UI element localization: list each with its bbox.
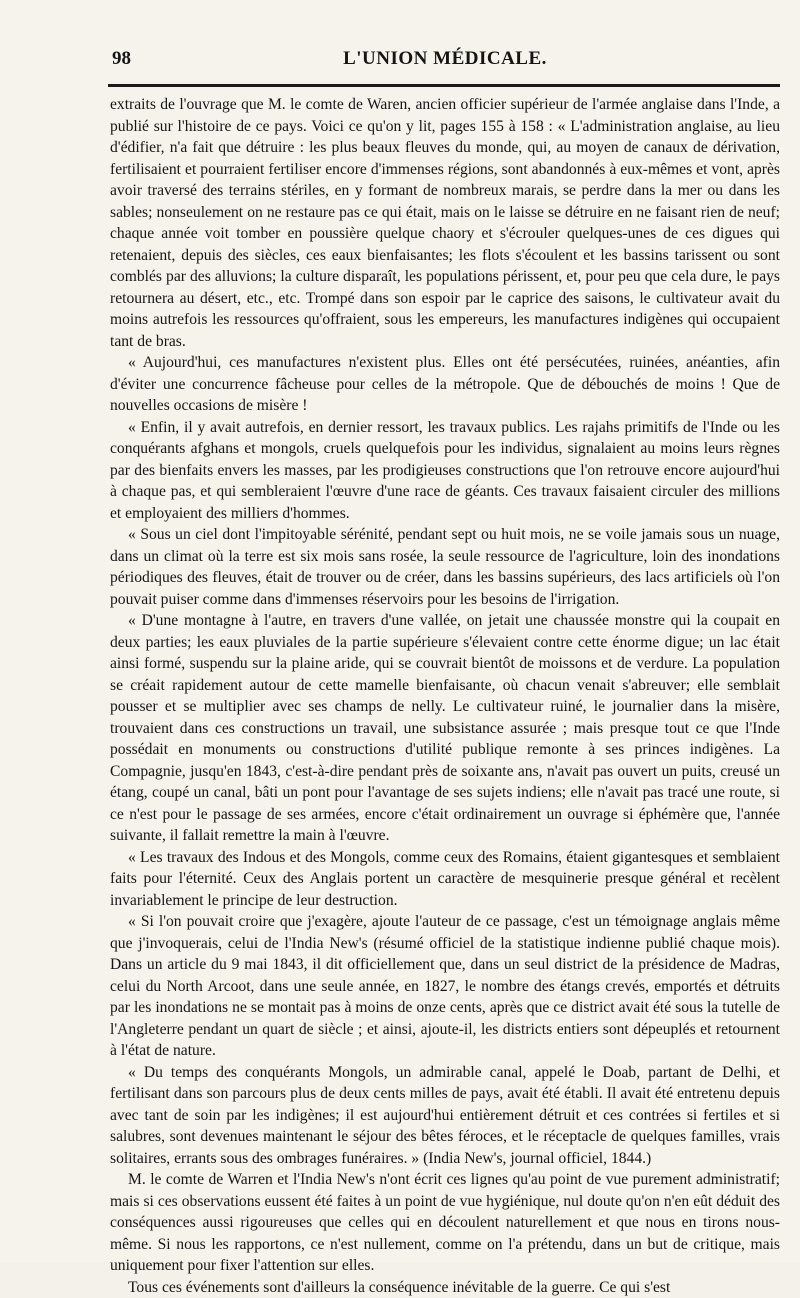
paragraph: extraits de l'ouvrage que M. le comte de Waren, ancien officier supérieur de l'armée anglaise dans l'Inde, a publié sur l'histoire de ce pays. Voici ce qu'on y lit, pages 155 à 158 : « L'administration anglaise, au lieu d'édifier, n'a fait que détruire : les plus beaux fleuves du monde, qui, au moyen de canaux de dérivation, fertilisaient et pourraient fertiliser encore d'immenses régions, sont abandonnés à eux-mêmes et vont, après avoir traversé des terrains stériles, en y formant de nombreux marais, se perdre dans la mer ou dans les sables; nonseulement on ne restaure pas ce qui était, mais on le laisse se détruire en ne faisant rien de neuf; chaque année voit tomber en poussière quelque chaory et s'écrouler quelques-unes de ces digues qui retenaient, depuis des siècles, ces eaux bienfaisantes; les flots s'écoulent et les bassins tarissent ou sont comblés par des alluvions; la culture disparaît, les populations périssent, et, pour peu que cela dure, le pays retournera au désert, etc., etc. Trompé dans son espoir par le caprice des saisons, le cultivateur avait du moins autrefois les ressources qu'offraient, sous les empereurs, les manufactures indigènes qui occupaient tant de bras. xyxy=(110,94,780,352)
running-title: L'UNION MÉDICALE. xyxy=(112,48,778,70)
paragraph: « Si l'on pouvait croire que j'exagère, ajoute l'auteur de ce passage, c'est un témoignage anglais même que j'invoquerais, celui de l'India New's (résumé officiel de la statistique indienne publié chaque mois). Dans un article du 9 mai 1843, il dit officiellement que, dans un seul district de la présidence de Madras, celui du North Arcoot, dans une seule année, en 1827, le nombre des étangs crevés, emportés et détruits par les inondations ne se montait pas à moins de onze cents, après que ce district avait été sous la tutelle de l'Angleterre pendant un quart de siècle ; et ainsi, ajoute-il, les districts entiers sont dépeuplés et retournent à l'état de nature. xyxy=(110,911,780,1062)
paragraph: « Du temps des conquérants Mongols, un admirable canal, appelé le Doab, partant de Delhi, et fertilisant dans son parcours plus de deux cents milles de pays, avait été établi. Il avait été entretenu depuis avec tant de soin par les indigènes; il est aujourd'hui entièrement détruit et ces contrées si fertiles et si salubres, sont devenues maintenant le séjour des bêtes féroces, et le réceptacle de quelques familles, vrais solitaires, errants sous des ombrages funéraires. » (India New's, journal officiel, 1844.) xyxy=(110,1062,780,1170)
paragraph: « Sous un ciel dont l'impitoyable sérénité, pendant sept ou huit mois, ne se voile jamais sous un nuage, dans un climat où la terre est six mois sans rosée, la seule ressource de l'agriculture, loin des inondations périodiques des fleuves, était de trouver ou de créer, dans les bassins supérieurs, des lacs artificiels où l'on pouvait puiser comme dans d'immenses réservoirs pour les besoins de l'irrigation. xyxy=(110,524,780,610)
page-number: 98 xyxy=(112,48,131,70)
paragraph: « Les travaux des Indous et des Mongols, comme ceux des Romains, étaient gigantesques et semblaient faits pour l'éternité. Ceux des Anglais portent un caractère de mesquinerie presque général et recèlent invariablement le principe de leur destruction. xyxy=(110,847,780,912)
header-rule xyxy=(108,84,780,87)
article-body xyxy=(110,94,780,1298)
paragraph: M. le comte de Warren et l'India New's n'ont écrit ces lignes qu'au point de vue purement administratif; mais si ces observations eussent été faites à un point de vue hygiénique, nul doute qu'on n'en eût déduit des conséquences aussi rigoureuses que celles qui en découlent naturellement et que nous en tirons nous-même. Si nous les rapportons, ce n'est nullement, comme on l'a prétendu, dans un but de critique, mais uniquement pour fixer l'attention sur elles. xyxy=(110,1169,780,1277)
paragraph: « Enfin, il y avait autrefois, en dernier ressort, les travaux publics. Les rajahs primitifs de l'Inde ou les conquérants afghans et mongols, cruels quelquefois pour les individus, signalaient au moins leurs règnes par des bienfaits envers les masses, par les prodigieuses constructions que l'on retrouve encore aujourd'hui à chaque pas, et qui sembleraient l'œuvre d'une race de géants. Ces travaux faisaient circuler des millions et employaient des milliers d'hommes. xyxy=(110,417,780,525)
paragraph: « Aujourd'hui, ces manufactures n'existent plus. Elles ont été persécutées, ruinées, anéanties, afin d'éviter une concurrence fâcheuse pour celles de la métropole. Que de débouchés de moins ! Que de nouvelles occasions de misère ! xyxy=(110,352,780,417)
page-header xyxy=(112,46,778,86)
paragraph: Tous ces événements sont d'ailleurs la conséquence inévitable de la guerre. Ce qui s'est xyxy=(110,1277,780,1298)
paragraph: « D'une montagne à l'autre, en travers d'une vallée, on jetait une chaussée monstre qui la coupait en deux parties; les eaux pluviales de la partie supérieure s'élevaient contre cette énorme digue; un lac était ainsi formé, suspendu sur la plaine aride, qui se couvrait bientôt de moissons et de verdure. La population se créait rapidement autour de cette mamelle bienfaisante, où chacun venait s'abreuver; elle semblait pousser et se multiplier avec ses champs de nelly. Le cultivateur ruiné, le journalier dans la misère, trouvaient dans ces constructions un travail, une subsistance assurée ; mais presque tout ce que l'Inde possédait en monuments ou constructions d'utilité publique remonte à ses princes indigènes. La Compagnie, jusqu'en 1843, c'est-à-dire pendant près de soixante ans, n'avait pas ouvert un puits, creusé un étang, coupé un canal, bâti un pont pour l'avantage de ses sujets indiens; elle n'avait pas tracé une route, si ce n'est pour le passage de ses armées, encore c'était ordinairement un ouvrage si éphémère que, l'année suivante, il fallait remettre la main à l'œuvre. xyxy=(110,610,780,847)
